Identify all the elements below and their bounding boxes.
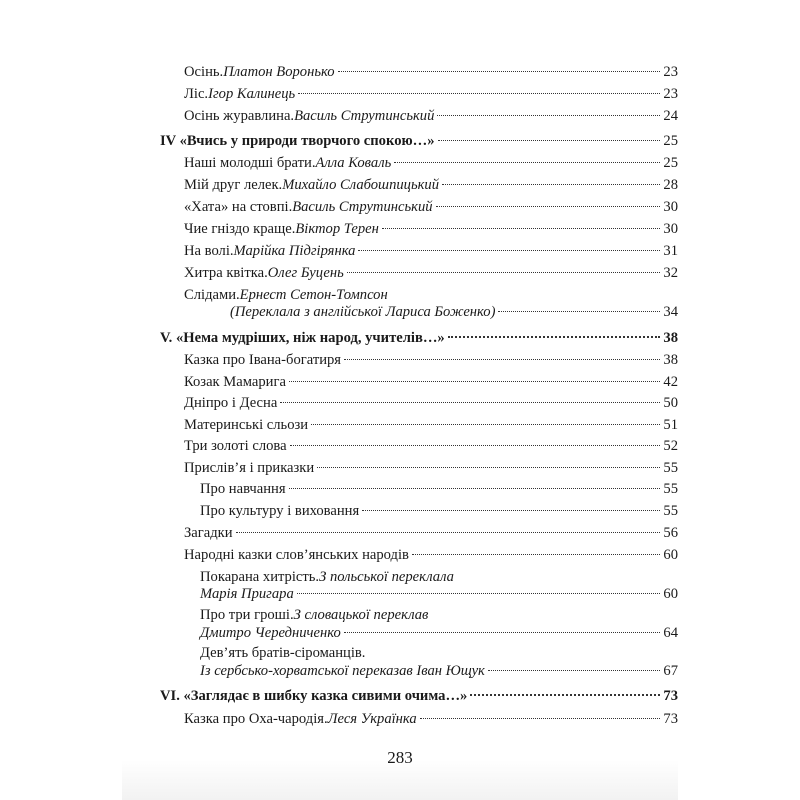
dot-leader bbox=[394, 162, 660, 163]
toc-entry-title: Козак Мамарига bbox=[184, 374, 286, 390]
toc-entry-page: 30 bbox=[663, 199, 678, 215]
dot-leader bbox=[344, 632, 661, 633]
toc-entry-title: Осінь. bbox=[184, 64, 224, 80]
dot-leader bbox=[358, 250, 660, 251]
toc-entry-author: Олег Буцень bbox=[267, 265, 344, 281]
toc-entry-author: Алла Коваль bbox=[315, 155, 392, 171]
dot-leader bbox=[347, 272, 661, 273]
dot-leader bbox=[311, 424, 660, 425]
toc-entry-page: 73 bbox=[663, 711, 678, 727]
toc-entry-author: Ернест Сетон-Томпсон bbox=[239, 287, 388, 303]
toc-entry-translator: (Переклала з англійської Лариса Боженко) bbox=[230, 304, 496, 320]
toc-entry-title: Казка про Івана-богатиря bbox=[184, 352, 342, 368]
toc-entry-author: Михайло Слабошпицький bbox=[282, 177, 440, 193]
toc-entry-page: 31 bbox=[663, 243, 678, 259]
dot-leader bbox=[289, 488, 661, 489]
toc-entry-page: 23 bbox=[663, 86, 678, 102]
toc-entry-title: Прислів’я і приказки bbox=[184, 460, 315, 476]
toc-entry-author: Ігор Калинець bbox=[208, 86, 296, 102]
toc-entry-title: Наші молодші брати. bbox=[184, 155, 316, 171]
dot-leader bbox=[488, 670, 661, 671]
toc-entry-title: Дев’ять братів-сіроманців. bbox=[200, 645, 366, 661]
dot-leader bbox=[437, 115, 660, 116]
toc-section-title: IV «Вчись у природи творчого спокою…» bbox=[160, 133, 435, 149]
toc-entry-page: 67 bbox=[663, 663, 678, 679]
toc-entry-title: Осінь журавлина. bbox=[184, 108, 295, 124]
toc-entry-page: 52 bbox=[663, 438, 678, 454]
toc-entry-title: «Хата» на стовпі. bbox=[184, 199, 293, 215]
dot-leader bbox=[420, 718, 661, 719]
toc-entry-page: 64 bbox=[663, 625, 678, 641]
toc-entry-title: Мій друг лелек. bbox=[184, 177, 283, 193]
dot-leader bbox=[317, 467, 660, 468]
toc-entry-title: На волі. bbox=[184, 243, 234, 259]
toc-entry-title: Народні казки слов’янських народів bbox=[184, 547, 409, 563]
toc-entry-page: 38 bbox=[663, 330, 678, 346]
dot-leader bbox=[236, 532, 661, 533]
toc-entry-title: Три золоті слова bbox=[184, 438, 287, 454]
dot-leader bbox=[438, 140, 661, 141]
toc-entry-author: Василь Струтинський bbox=[292, 199, 433, 215]
dot-leader bbox=[382, 228, 661, 229]
toc-entry-page: 32 bbox=[663, 265, 678, 281]
toc-entry-author: З словацької переклав bbox=[293, 607, 429, 623]
dot-leader bbox=[280, 402, 660, 403]
dot-leader bbox=[436, 206, 661, 207]
dot-leader bbox=[470, 694, 660, 696]
toc-entry-author: З польської переклала bbox=[319, 569, 454, 585]
toc-entry-author: Леся Українка bbox=[327, 711, 417, 727]
toc-entry-author: Марійка Підгірянка bbox=[233, 243, 356, 259]
toc-entry-title: Казка про Оха-чародія. bbox=[184, 711, 328, 727]
toc-entry-page: 56 bbox=[663, 525, 678, 541]
dot-leader bbox=[498, 311, 660, 312]
toc-entry-title: Чие гніздо краще. bbox=[184, 221, 296, 237]
toc-entry-page: 60 bbox=[663, 547, 678, 563]
toc-entry-page: 34 bbox=[663, 304, 678, 320]
toc-section-title: VI. «Заглядає в шибку казка сивими очима…» bbox=[160, 688, 468, 704]
toc-entry-title: Про три гроші. bbox=[200, 607, 294, 623]
toc-entry-title: Про навчання bbox=[200, 481, 286, 497]
toc-entry-page: 25 bbox=[663, 155, 678, 171]
toc-entry-page: 25 bbox=[663, 133, 678, 149]
toc-entry-title: Про культуру і виховання bbox=[200, 503, 360, 519]
toc-entry-page: 28 bbox=[663, 177, 678, 193]
toc-entry-translator: Із сербсько-хорватської переказав Іван Ющук bbox=[200, 663, 485, 679]
toc-entry-page: 38 bbox=[663, 352, 678, 368]
dot-leader bbox=[289, 381, 660, 382]
toc-entry-author: Платон Воронько bbox=[223, 64, 335, 80]
toc-entry-translator: Дмитро Чередниченко bbox=[200, 625, 341, 641]
toc-entry-page: 55 bbox=[663, 503, 678, 519]
toc-entry-page: 24 bbox=[663, 108, 678, 124]
dot-leader bbox=[298, 93, 660, 94]
toc-section-title: V. «Нема мудріших, ніж народ, учителів…» bbox=[160, 330, 445, 346]
toc-entry-page: 30 bbox=[663, 221, 678, 237]
toc-entry-translator: Марія Пригара bbox=[200, 586, 294, 602]
toc-entry-page: 23 bbox=[663, 64, 678, 80]
toc-entry-page: 55 bbox=[663, 460, 678, 476]
dot-leader bbox=[290, 445, 661, 446]
dot-leader bbox=[448, 336, 661, 338]
toc-entry-author: Василь Струтинський bbox=[294, 108, 435, 124]
dot-leader bbox=[412, 554, 660, 555]
page-number: 283 bbox=[387, 748, 413, 767]
toc-entry-title: Ліс. bbox=[184, 86, 209, 102]
toc-entry-page: 50 bbox=[663, 395, 678, 411]
toc-entry-page: 73 bbox=[663, 688, 678, 704]
toc-entry-title: Покарана хитрість. bbox=[200, 569, 320, 585]
toc-entry-author: Віктор Терен bbox=[295, 221, 379, 237]
dot-leader bbox=[442, 184, 660, 185]
toc-entry-title: Материнські сльози bbox=[184, 417, 309, 433]
toc-entry-title: Хитра квітка. bbox=[184, 265, 268, 281]
toc-entry-page: 55 bbox=[663, 481, 678, 497]
dot-leader bbox=[344, 359, 660, 360]
dot-leader bbox=[297, 593, 661, 594]
toc-entry-page: 51 bbox=[663, 417, 678, 433]
dot-leader bbox=[338, 71, 661, 72]
toc-entry-page: 42 bbox=[663, 374, 678, 390]
toc-entry-page: 60 bbox=[663, 586, 678, 602]
toc-entry-title: Слідами. bbox=[184, 287, 240, 303]
toc-entry-title: Дніпро і Десна bbox=[184, 395, 278, 411]
toc-entry-title: Загадки bbox=[184, 525, 233, 541]
dot-leader bbox=[362, 510, 660, 511]
